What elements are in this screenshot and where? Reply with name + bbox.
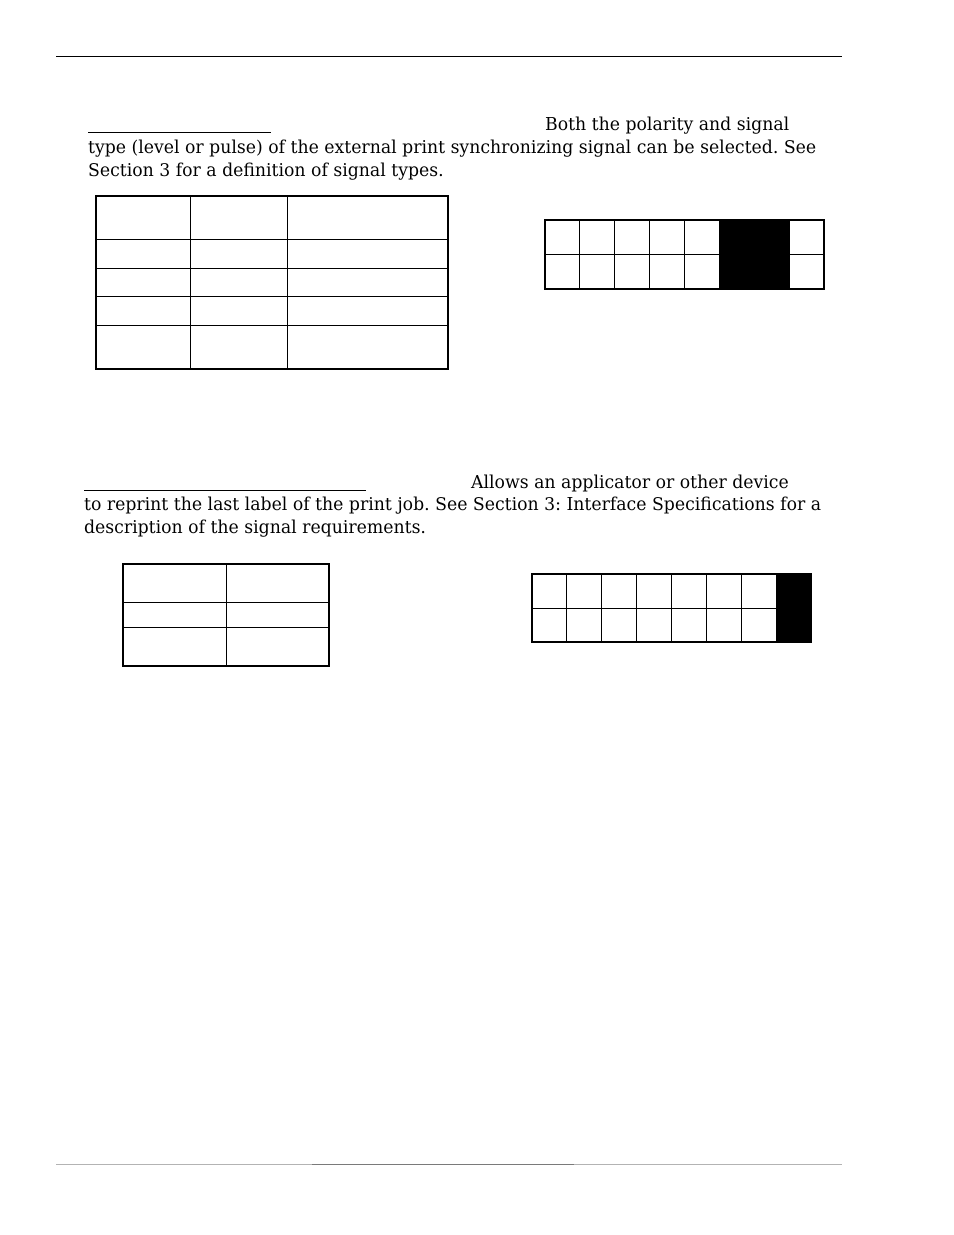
section2-bitmap-bit-clear: [567, 608, 602, 642]
section1-bitmap-bit-set: [719, 220, 754, 255]
section1-table-row: [96, 196, 448, 239]
section2-bitmap-bit-clear: [602, 608, 637, 642]
section2-bitmap-bit-set: [776, 608, 811, 642]
section1-table-cell: [96, 297, 190, 326]
section1-bitmap-bit-clear: [685, 255, 720, 290]
section1-table-row: [96, 268, 448, 297]
section2-bit-map: [531, 573, 812, 643]
section2-heading-underline: [84, 490, 366, 491]
section1-bitmap-bit-clear: [685, 220, 720, 255]
section1-line3: Section 3 for a definition of signal types.: [88, 160, 444, 181]
section1-table-cell: [190, 268, 287, 297]
section1-table-cell: [190, 326, 287, 369]
section1-heading-underline: [88, 132, 271, 133]
section2-bitmap-bit-clear: [706, 608, 741, 642]
section2-bitmap-bit-clear: [672, 574, 707, 608]
section1-paragraph: [88, 137, 816, 182]
section2-table-row: [123, 628, 329, 666]
section2-bitmap-bit-clear: [706, 574, 741, 608]
section1-intro-right: Both the polarity and signal: [545, 115, 790, 135]
section2-table-cell: [226, 564, 329, 602]
section2-bitmap-bit-clear: [532, 574, 567, 608]
section2-line3: description of the signal requirements.: [84, 517, 426, 538]
section1-table-cell: [287, 196, 448, 239]
section1-bitmap-bit-set: [754, 220, 789, 255]
section2-bitmap-bit-clear: [637, 574, 672, 608]
section2-settings-table: [122, 563, 330, 667]
section2-bitmap-bit-clear: [602, 574, 637, 608]
section1-bitmap-bit-clear: [580, 255, 615, 290]
section2-table-row: [123, 602, 329, 628]
section1-bit-map: [544, 219, 825, 290]
header-rule: [56, 56, 842, 57]
section2-bitmap-bit-clear: [567, 574, 602, 608]
section1-bitmap-bit-clear: [615, 220, 650, 255]
section1-table-cell: [287, 326, 448, 369]
section1-bitmap-bit-clear: [545, 220, 580, 255]
section1-table-cell: [287, 268, 448, 297]
section1-table-cell: [287, 297, 448, 326]
section1-table-cell: [287, 239, 448, 268]
section1-bitmap-bit-set: [719, 255, 754, 290]
section1-table-row: [96, 326, 448, 369]
section1-bitmap-bit-clear: [650, 255, 685, 290]
section1-bitmap-bit-clear: [789, 255, 824, 290]
section2-bitmap-bit-clear: [741, 608, 776, 642]
section1-table-cell: [190, 196, 287, 239]
section1-table-cell: [96, 196, 190, 239]
section2-table-cell: [123, 602, 226, 628]
section1-bitmap-bit-clear: [545, 255, 580, 290]
section1-bitmap-bit-clear: [789, 220, 824, 255]
section2-bitmap-bit-clear: [741, 574, 776, 608]
section1-bitmap-bit-clear: [580, 220, 615, 255]
section2-bitmap-bit-set: [776, 574, 811, 608]
section2-table-cell: [226, 602, 329, 628]
section2-line2: to reprint the last label of the print job. See Section 3: Interface Specifications for a: [84, 495, 822, 515]
section2-table-cell: [226, 628, 329, 666]
section1-bitmap-bit-clear: [650, 220, 685, 255]
section1-bitmap-bit-clear: [615, 255, 650, 290]
section1-bitmap-row: [545, 220, 824, 255]
section2-bitmap-bit-clear: [672, 608, 707, 642]
section1-table-cell: [96, 326, 190, 369]
section2-intro-right: Allows an applicator or other device: [471, 473, 789, 493]
section2-bitmap-bit-clear: [532, 608, 567, 642]
section1-table-cell: [96, 239, 190, 268]
section2-bitmap-row: [532, 608, 811, 642]
section1-bitmap-row: [545, 255, 824, 290]
section2-table-cell: [123, 628, 226, 666]
section1-table-cell: [96, 268, 190, 297]
section2-bitmap-row: [532, 574, 811, 608]
section2-table-cell: [123, 564, 226, 602]
section1-table-row: [96, 239, 448, 268]
section1-table-cell: [190, 297, 287, 326]
section1-table-cell: [190, 239, 287, 268]
section2-table-row: [123, 564, 329, 602]
section2-paragraph: [84, 494, 821, 539]
footer-rule-center: [312, 1164, 574, 1165]
section1-settings-table: [95, 195, 449, 370]
section1-line2: type (level or pulse) of the external print synchronizing signal can be selected. See: [88, 138, 817, 158]
section1-table-row: [96, 297, 448, 326]
section1-bitmap-bit-set: [754, 255, 789, 290]
section2-bitmap-bit-clear: [637, 608, 672, 642]
